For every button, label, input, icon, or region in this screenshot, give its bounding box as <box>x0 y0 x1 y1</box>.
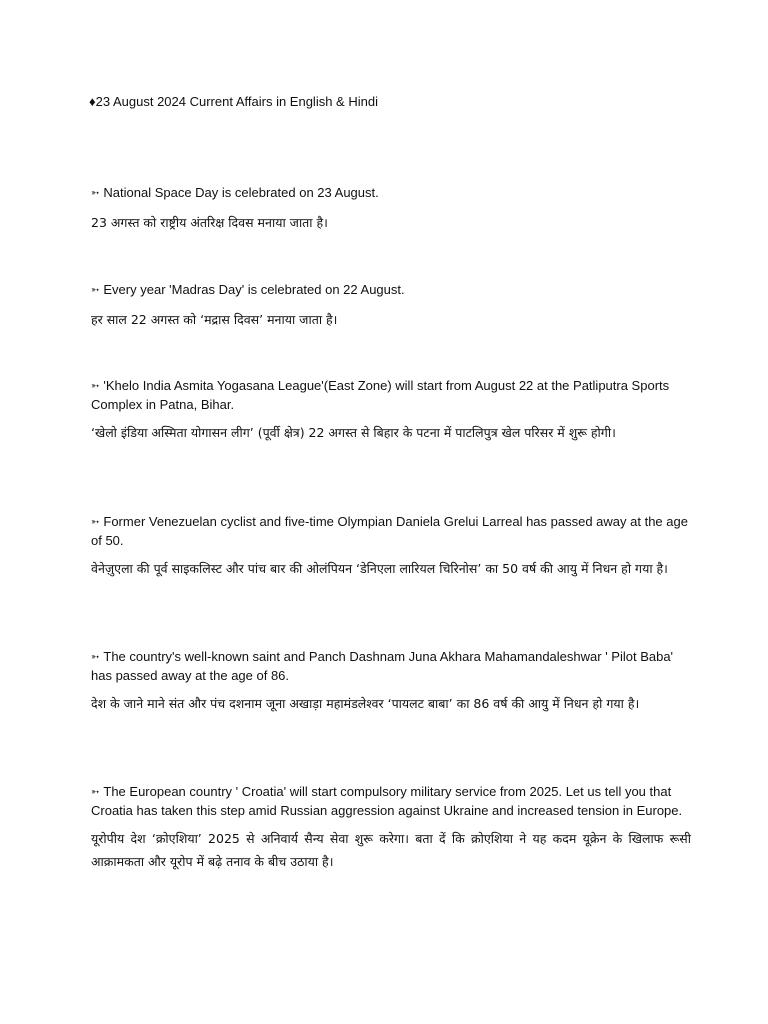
news-item-hindi: ‘खेलो इंडिया अस्मिता योगासन लीग’ (पूर्वी क्षेत्र) 22 अगस्त से बिहार के पटना में पाटलिपुत्र खेल परिसर में शुरू होगी। <box>91 425 616 440</box>
arrow-bullet-icon: ➳ <box>91 787 99 798</box>
news-item-hindi: यूरोपीय देश ‘क्रोएशिया’ 2025 से अनिवार्य सैन्य सेवा शुरू करेगा। बता दें कि क्रोएशिया ने यह कदम यूक्रेन के खिलाफ रूसी आक्रामकता और यूरोप में बढ़े तनाव के बीच उठाया है। <box>91 831 691 869</box>
news-item-english: ➳ National Space Day is celebrated on 23 August. <box>91 185 379 200</box>
news-item-english: ➳ The European country ' Croatia' will start compulsory military service from 2025. Let us tell you that Croatia has taken this step amid Russian aggression against Ukraine and increased tension in Europe. <box>91 784 683 818</box>
news-item-3 <box>91 377 691 444</box>
arrow-bullet-icon: ➳ <box>91 517 99 528</box>
news-item-4 <box>91 513 691 580</box>
news-item-english: ➳ Former Venezuelan cyclist and five-time Olympian Daniela Grelui Larreal has passed away at the age of 50. <box>91 514 688 548</box>
news-item-1 <box>91 184 691 234</box>
news-item-hindi: 23 अगस्त को राष्ट्रीय अंतरिक्ष दिवस मनाया जाता है। <box>91 215 328 230</box>
arrow-bullet-icon: ➳ <box>91 188 99 199</box>
news-item-hindi: देश के जाने माने संत और पंच दशनाम जूना अखाड़ा महामंडलेश्वर ‘पायलट बाबा’ का 86 वर्ष की आयु में निधन हो गया है। <box>91 696 640 711</box>
arrow-bullet-icon: ➳ <box>91 652 99 663</box>
arrow-bullet-icon: ➳ <box>91 381 99 392</box>
news-item-hindi: वेनेज़ुएला की पूर्व साइकलिस्ट और पांच बार की ओलंपियन ‘डेनिएला लारियल चिरिनोस’ का 50 वर्ष की आयु में निधन हो गया है। <box>91 561 668 576</box>
arrow-bullet-icon: ➳ <box>91 285 99 296</box>
news-item-2 <box>91 281 691 331</box>
news-item-5 <box>91 648 691 715</box>
news-item-english: ➳ The country's well-known saint and Panch Dashnam Juna Akhara Mahamandaleshwar ' Pilot Baba' has passed away at the age of 86. <box>91 649 674 683</box>
news-item-english: ➳ 'Khelo India Asmita Yogasana League'(East Zone) will start from August 22 at the Patliputra Sports Complex in Patna, Bihar. <box>91 378 670 412</box>
news-item-hindi: हर साल 22 अगस्त को ‘मद्रास दिवस’ मनाया जाता है। <box>91 312 338 327</box>
news-item-english: ➳ Every year 'Madras Day' is celebrated on 22 August. <box>91 282 405 297</box>
page-title: ♦23 August 2024 Current Affairs in English & Hindi <box>89 94 378 109</box>
news-item-6 <box>91 783 691 873</box>
